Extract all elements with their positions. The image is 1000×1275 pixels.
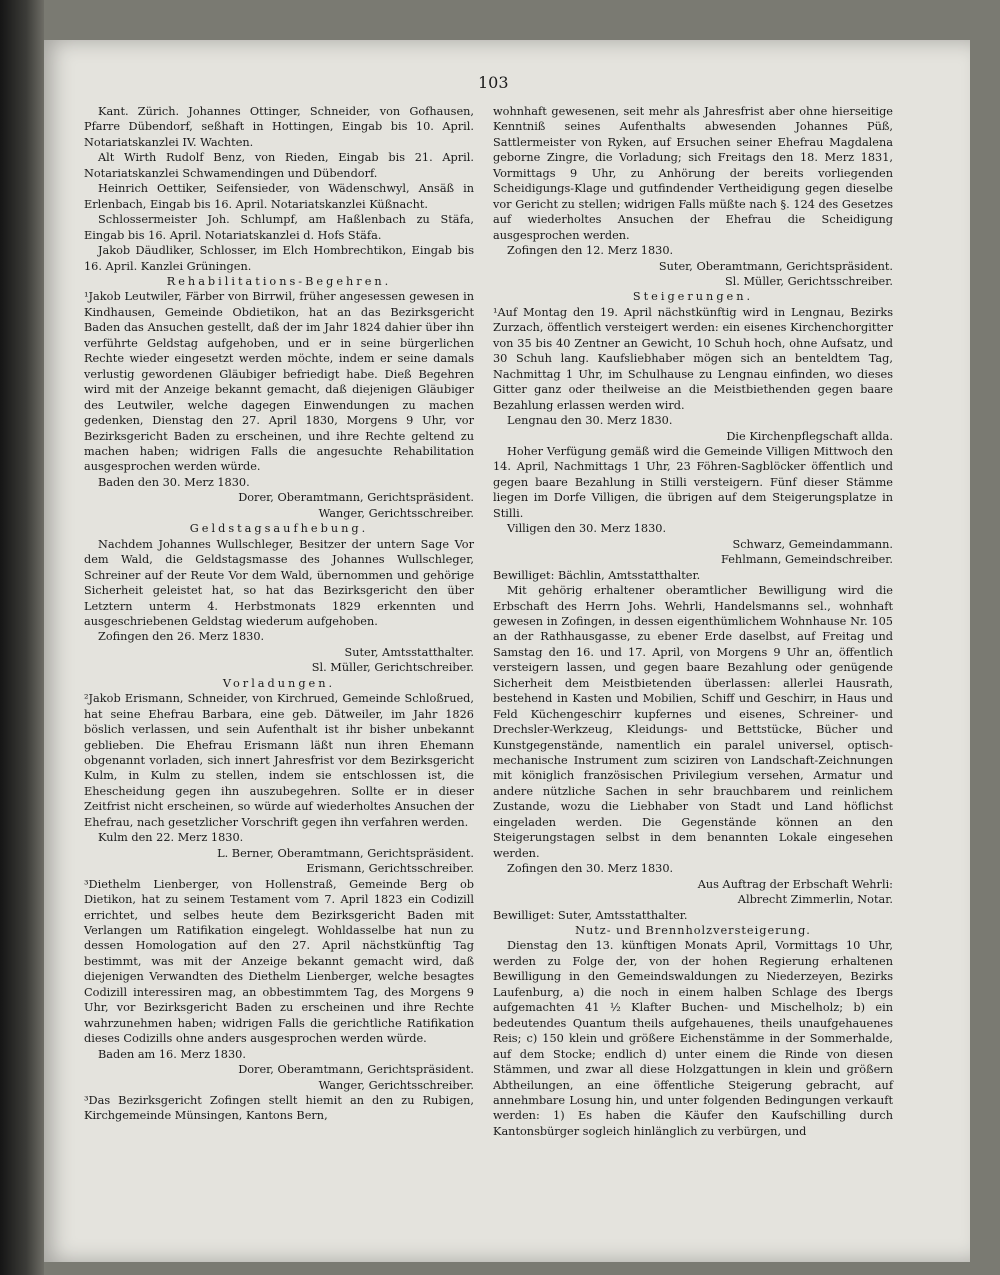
signature-line: Schwarz, Gemeindammann.	[732, 537, 893, 551]
signature-line: Suter, Amtsstatthalter.	[344, 645, 474, 659]
approval-line: Bewilliget: Bächlin, Amtsstatthalter.	[493, 568, 701, 582]
section-heading-geldstag: Geldstagsaufhebung.	[189, 522, 369, 536]
right-column	[493, 104, 893, 1139]
signature-line: Dorer, Oberamtmann, Gerichtspräsident.	[238, 491, 474, 505]
notice-date: Zofingen den 12. Merz 1830.	[507, 244, 674, 258]
signature-line: Erismann, Gerichtsschreiber.	[306, 862, 474, 876]
signature-line: Sl. Müller, Gerichtsschreiber.	[724, 274, 893, 288]
notice-puess-continued: wohnhaft gewesenen, seit mehr als Jahresfrist aber ohne hierseitige Kenntniß seines Aufenthalts abwesenden Johannes Püß, Sattlermeister von Ryken, auf Ersuchen seiner Ehefrau Magdalena geborne Zingre, die Vorladung; sich Freitags den 18. Merz 1831, Vormittags 9 Uhr, zu Anhörung der bereits vorliegenden Scheidigungs-Klage und gutfindender Vertheidigung gegen dieselbe vor Gericht zu stellen; widrigen Falls müßte nach §. 124 des Gesetzes auf wiederholtes Ansuchen der Ehefrau die Scheidigung ausgesprochen werden.	[493, 105, 893, 242]
notice-oettiker: Heinrich Oettiker, Seifensieder, von Wädenschwyl, Ansäß in Erlenbach, Eingab bis 16. April. Notariatskanzlei Küßnacht.	[84, 182, 474, 211]
approval-line: Bewilliget: Suter, Amtsstatthalter.	[493, 908, 688, 922]
notice-date: Zofingen den 26. Merz 1830.	[98, 630, 265, 644]
notice-schlumpf: Schlossermeister Joh. Schlumpf, am Haßlenbach zu Stäfa, Eingab bis 16. April. Notariatskanzlei d. Hofs Stäfa.	[84, 213, 474, 242]
notice-wullschleger: Nachdem Johannes Wullschleger, Besitzer der untern Sage Vor dem Wald, die Geldstagsmasse des Johannes Wullschleger, Schreiner auf der Reute Vor dem Wald, übernommen und gehörige Sicherheit geleistet hat, so hat das Bezirksgericht den über Letztern unterm 4. Herbstmonats 1829 erkennten und ausgeschriebenen Geldstag wiederum aufgehoben.	[84, 537, 474, 628]
left-column	[84, 104, 474, 1124]
notice-lienberger: ³Diethelm Lienberger, von Hollenstraß, Gemeinde Berg ob Dietikon, hat zu seinem Testament vom 7. April 1823 ein Codizill errichtet, und selbes heute dem Bezirksgericht Baden mit Verlangen um Ratifikation eingelegt. Wohldasselbe hat nun zu dessen Homologation auf den 27. April nächstkünftig Tag bestimmt, was mit der Anzeige bekannt gemacht wird, daß diejenigen Verwandten des Diethelm Lienberger, welche besagtes Codizill interessiren mag, an obbestimmtem Tag, des Morgens 9 Uhr, vor Bezirksgericht Baden zu erscheinen und ihre Rechte wahrzunehmen haben; widrigen Falls die gerichtliche Ratifikation dieses Codizills ohne anders ausgesprochen werden würde.	[84, 877, 474, 1046]
notice-daeudliker: Jakob Däudliker, Schlosser, im Elch Hombrechtikon, Eingab bis 16. April. Kanzlei Grüningen.	[84, 244, 474, 273]
notice-erismann: ²Jakob Erismann, Schneider, von Kirchrued, Gemeinde Schloßrued, hat seine Ehefrau Barbara, eine geb. Dätweiler, im Jahr 1826 böslich verlassen, und sein Aufenthalt ist ihr bisher unbekannt geblieben. Die Ehefrau Erismann läßt nun ihren Ehemann obgenannt vorladen, sich innert Jahresfrist vor dem Bezirksgericht Kulm, in Kulm zu stellen, indem sie entschlossen ist, die Ehescheidung gegen ihn auszubegehren. Sollte er in dieser Zeitfrist nicht erscheinen, so würde auf wiederholtes Ansuchen der Ehefrau, nach gesetzlicher Vorschrift gegen ihn verfahren werden.	[84, 692, 474, 829]
signature-line: Aus Auftrag der Erbschaft Wehrli:	[697, 877, 893, 891]
notice-date: Lengnau den 30. Merz 1830.	[507, 414, 673, 428]
notice-date: Kulm den 22. Merz 1830.	[98, 831, 244, 845]
section-heading-rehabilitation: Rehabilitations-Begehren.	[166, 274, 392, 288]
notice-leutwiler: ¹Jakob Leutwiler, Färber von Birrwil, früher angesessen gewesen in Kindhausen, Gemeinde Obdietikon, hat an das Bezirksgericht Baden das Ansuchen gestellt, daß der im Jahr 1824 dahier über ihn verführte Geldstag aufgehoben, und er in seine bürgerlichen Rechte wieder eingesetzt werden möchte, indem er seine damals verlustig gewordenen Gläubiger befriedigt habe. Dieß Begehren wird mit der Anzeige bekannt gemacht, daß diejenigen Gläubiger des Leutwiler, welche dagegen Einwendungen zu machen gedenken, Dienstag den 27. April 1830, Morgens 9 Uhr, vor Bezirksgericht Baden zu erscheinen, und ihre Rechte geltend zu machen haben; widrigen Falls die angesuchte Rehabilitation ausgesprochen werden würde.	[84, 290, 474, 474]
notice-benz: Alt Wirth Rudolf Benz, von Rieden, Eingab bis 21. April. Notariatskanzlei Schwamendingen und Dübendorf.	[84, 151, 474, 180]
notice-ottinger: Kant. Zürich. Johannes Ottinger, Schneider, von Gofhausen, Pfarre Dübendorf, seßhaft in Hottingen, Eingab bis 10. April. Notariatskanzlei IV. Wachten.	[84, 105, 474, 149]
notice-villigen: Hoher Verfügung gemäß wird die Gemeinde Villigen Mittwoch den 14. April, Nachmittags 1 Uhr, 23 Föhren-Sagblöcker öffentlich und gegen baare Bezahlung in Stilli versteigern. Fünf dieser Stämme liegen im Dorfe Villigen, die übrigen auf dem Steigerungsplatze in Stilli.	[493, 444, 893, 520]
signature-line: Albrecht Zimmerlin, Notar.	[737, 893, 893, 907]
notice-date: Villigen den 30. Merz 1830.	[507, 522, 667, 536]
signature-line: L. Berner, Oberamtmann, Gerichtspräsident.	[217, 846, 474, 860]
signature-line: Sl. Müller, Gerichtschreiber.	[311, 661, 474, 675]
signature-line: Die Kirchenpflegschaft allda.	[726, 429, 893, 443]
section-heading-steigerungen: Steigerungen.	[632, 290, 754, 304]
notice-wehrli: Mit gehörig erhaltener oberamtlicher Bewilligung wird die Erbschaft des Herrn Johs. Wehrli, Handelsmanns sel., wohnhaft gewesen in Zofingen, in dessen eigenthümlichem Wohnhause Nr. 105 an der Rathhausgasse, zu ebener Erde daselbst, auf Freitag und Samstag den 16. und 17. April, von Morgens 9 Uhr an, öffentlich versteigern lassen, und gegen baare Bezahlung oder genügende Sicherheit dem Meistbietenden überlassen: allerlei Hausrath, bestehend in Kasten und Mobilien, Schiff und Geschirr, in Haus und Feld Küchengeschirr kupfernes und eisenes, Schreiner- und Drechsler-Werkzeug, Kleidungs- und Bettstücke, Bücher und Kunstgegenstände, namentlich ein paralel universel, optisch-mechanische Instrument zum sciziren von Landschaft-Zeichnungen mit königlich französischen Privilegium versehen, Armatur und andere nützliche Sachen in sehr brauchbarem und reinlichem Zustande, wozu die Liebhaber von Stadt und Land höflichst eingeladen werden. Die Gegenstände können an den Steigerungstagen selbst in dem benannten Lokale eingesehen werden.	[493, 584, 893, 860]
notice-date: Baden den 30. Merz 1830.	[98, 475, 250, 489]
signature-line: Dorer, Oberamtmann, Gerichtspräsident.	[238, 1063, 474, 1077]
signature-line: Suter, Oberamtmann, Gerichtspräsident.	[658, 259, 893, 273]
newspaper-page	[38, 40, 970, 1262]
book-gutter	[0, 0, 44, 1275]
notice-zofingen-court: ³Das Bezirksgericht Zofingen stellt hiemit an den zu Rubigen, Kirchgemeinde Münsingen, Kantons Bern,	[84, 1094, 474, 1123]
notice-date: Baden am 16. Merz 1830.	[98, 1047, 246, 1061]
section-heading-holzversteigerung: Nutz- und Brennholzversteigerung.	[575, 924, 811, 938]
notice-niederzeyen: Dienstag den 13. künftigen Monats April, Vormittags 10 Uhr, werden zu Folge der, von der hohen Regierung erhaltenen Bewilligung in den Gemeindswaldungen zu Niederzeyen, Bezirks Laufenburg, a) die noch in einem halben Schlage des Ibergs aufgemachten 41 ½ Klafter Buchen- und Mischelholz; b) ein bedeutendes Quantum theils aufgehauenes, theils unaufgehauenes Reis; c) 150 klein und größere Eichenstämme in der Sommerhalde, auf dem Stocke; endlich d) unter einem die Rinde von diesen Stämmen, und zwar all diese Holzgattungen in klein und größern Abtheilungen, an eine öffentliche Steigerung gebracht, auf annehmbare Losung hin, und unter folgenden Bedingungen verkauft werden: 1) Es haben die Käufer den Kaufschilling durch Kantonsbürger sogleich hinlänglich zu verbürgen, und	[493, 939, 893, 1138]
notice-date: Zofingen den 30. Merz 1830.	[507, 862, 674, 876]
page-number: 103	[478, 73, 509, 92]
notice-lengnau: ¹Auf Montag den 19. April nächstkünftig wird in Lengnau, Bezirks Zurzach, öffentlich versteigert werden: ein eisenes Kirchenchorgitter von 35 bis 40 Zentner an Gewicht, 10 Schuh hoch, ohne Aufsatz, und 30 Schuh lang. Kaufsliebhaber mögen sich an benteldtem Tag, Nachmittag 1 Uhr, im Schulhause zu Lengnau einfinden, wo dieses Gitter ganz oder theilweise an die Meistbiethenden gegen baare Bezahlung erlassen werden wird.	[493, 305, 893, 412]
signature-line: Wanger, Gerichtsschreiber.	[318, 1078, 474, 1092]
signature-line: Fehlmann, Gemeindschreiber.	[721, 553, 893, 567]
signature-line: Wanger, Gerichtsschreiber.	[318, 506, 474, 520]
section-heading-vorladungen: Vorladungen.	[222, 676, 336, 690]
